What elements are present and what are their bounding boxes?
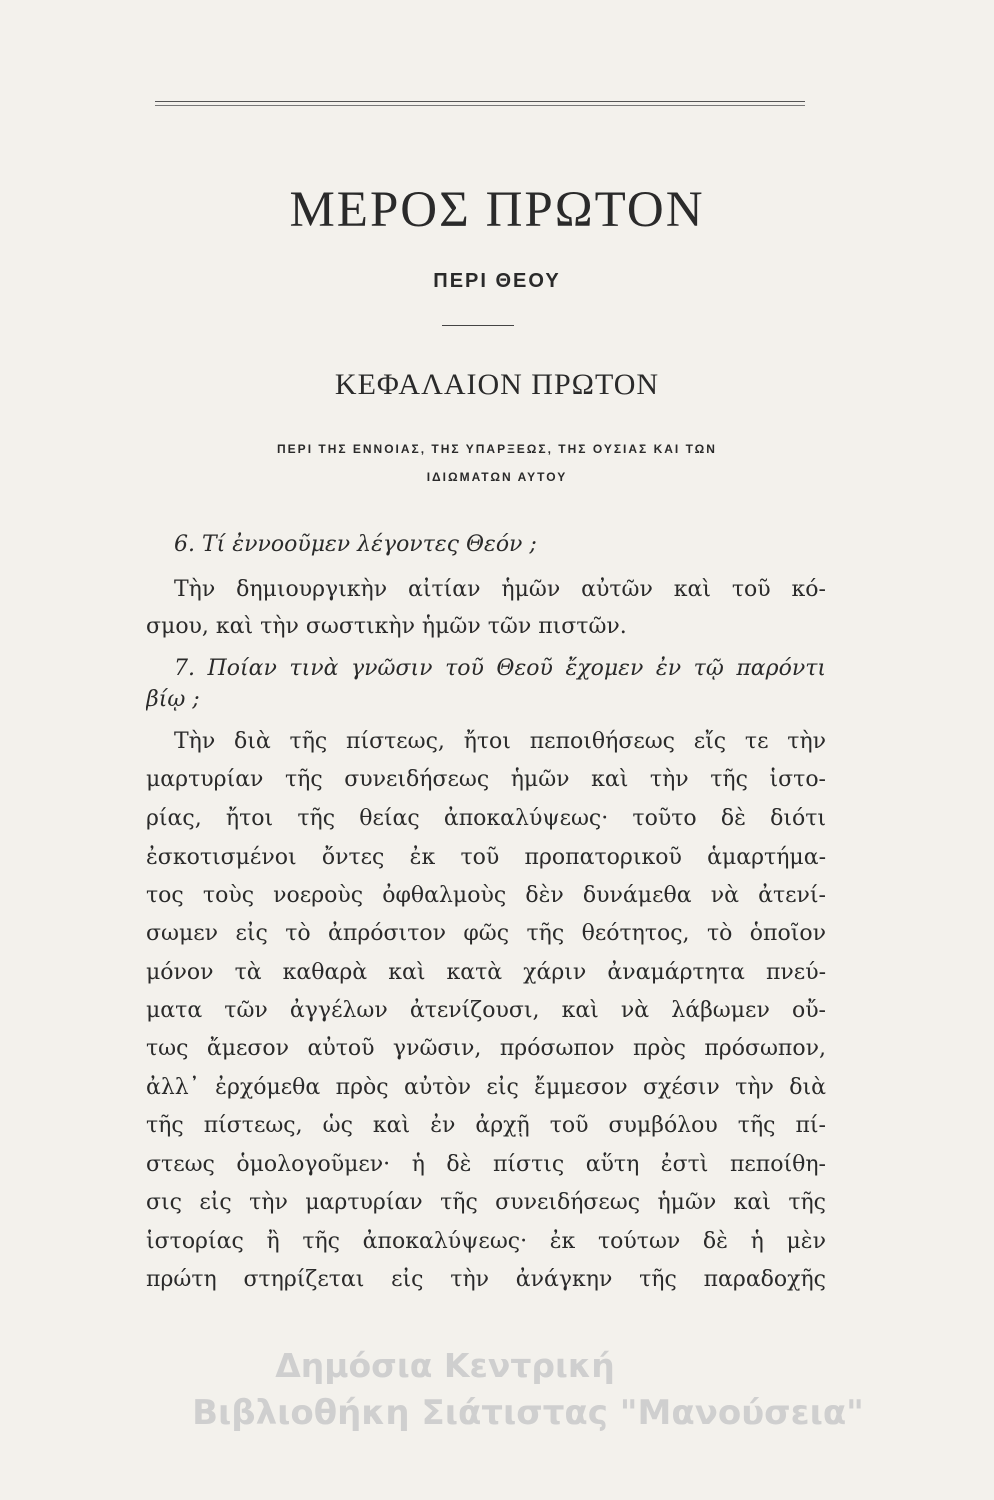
top-rule — [155, 101, 805, 106]
chapter-subtitle-line-1: ΠΕΡΙ ΤΗΣ ΕΝΝΟΙΑΣ, ΤΗΣ ΥΠΑΡΞΕΩΣ, ΤΗΣ ΟΥΣΙΑΣ ΚΑΙ ΤΩΝ — [277, 442, 717, 456]
text-line: τος τοὺς νοεροὺς ὀφθαλμοὺς δὲν δυνάμεθα νὰ ἀτενί- — [146, 883, 826, 908]
text-line: τως ἄμεσον αὐτοῦ γνῶσιν, πρόσωπον πρὸς πρόσωπον, — [146, 1036, 826, 1061]
text-line: μόνον τὰ καθαρὰ καὶ κατὰ χάριν ἀναμάρτητα πνεύ- — [146, 960, 826, 985]
text-line: μαρτυρίαν τῆς συνειδήσεως ἡμῶν καὶ τὴν τῆς ἱστο- — [146, 767, 826, 792]
text-line: ἀλλ᾽ ἐρχόμεθα πρὸς αὐτὸν εἰς ἔμμεσον σχέσιν τὴν διὰ — [146, 1075, 826, 1100]
text-line: Τὴν δημιουργικὴν αἰτίαν ἡμῶν αὐτῶν καὶ τοῦ κό- — [174, 577, 826, 602]
text-line: ματα τῶν ἀγγέλων ἀτενίζουσι, καὶ νὰ λάβωμεν οὔ- — [146, 998, 826, 1023]
text-line: ἱστορίας ἢ τῆς ἀποκαλύψεως· ἐκ τούτων δὲ ἡ μὲν — [146, 1229, 826, 1254]
text-line: πρώτη στηρίζεται εἰς τὴν ἀνάγκην τῆς παραδοχῆς — [146, 1267, 826, 1292]
question-7: 7. Ποίαν τινὰ γνῶσιν τοῦ Θεοῦ ἔχομεν ἐν τῷ παρόντι — [174, 656, 826, 681]
divider-rule — [442, 325, 514, 326]
text-line: σις εἰς τὴν μαρτυρίαν τῆς συνειδήσεως ἡμῶν καὶ τῆς — [146, 1190, 826, 1215]
part-title: ΜΕΡΟΣ ΠΡΩΤΟΝ — [289, 182, 705, 238]
text-line: σωμεν εἰς τὸ ἀπρόσιτον φῶς τῆς θεότητος, τὸ ὁποῖον — [146, 921, 826, 946]
part-subtitle: ΠΕΡΙ ΘΕΟΥ — [433, 270, 561, 292]
text-line: ρίας, ἤτοι τῆς θείας ἀποκαλύψεως· τοῦτο δὲ διότι — [146, 806, 826, 831]
text-line: στεως ὁμολογοῦμεν· ἡ δὲ πίστις αὕτη ἐστὶ πεποίθη- — [146, 1152, 826, 1177]
text-line: Τὴν διὰ τῆς πίστεως, ἤτοι πεποιθήσεως εἴς τε τὴν — [174, 729, 826, 754]
question-6: 6. Τί ἐννοοῦμεν λέγοντες Θεόν ; — [174, 532, 537, 557]
chapter-title: ΚΕΦΑΛΑΙΟΝ ΠΡΩΤΟΝ — [334, 368, 660, 401]
text-line: τῆς πίστεως, ὡς καὶ ἐν ἀρχῇ τοῦ συμβόλου τῆς πί- — [146, 1113, 826, 1138]
text-line: ἐσκοτισμένοι ὄντες ἐκ τοῦ προπατορικοῦ ἁμαρτήμα- — [146, 845, 826, 870]
text-line: σμου, καὶ τὴν σωστικὴν ἡμῶν τῶν πιστῶν. — [146, 614, 627, 639]
text-line: βίῳ ; — [146, 687, 200, 712]
library-watermark-line-1: Δημόσια Κεντρική — [275, 1346, 615, 1385]
library-watermark-line-2: Βιβλιοθήκη Σιάτιστας "Μανούσεια" — [192, 1393, 864, 1433]
chapter-subtitle-line-2: ΙΔΙΩΜΑΤΩΝ ΑΥΤΟΥ — [426, 470, 568, 484]
